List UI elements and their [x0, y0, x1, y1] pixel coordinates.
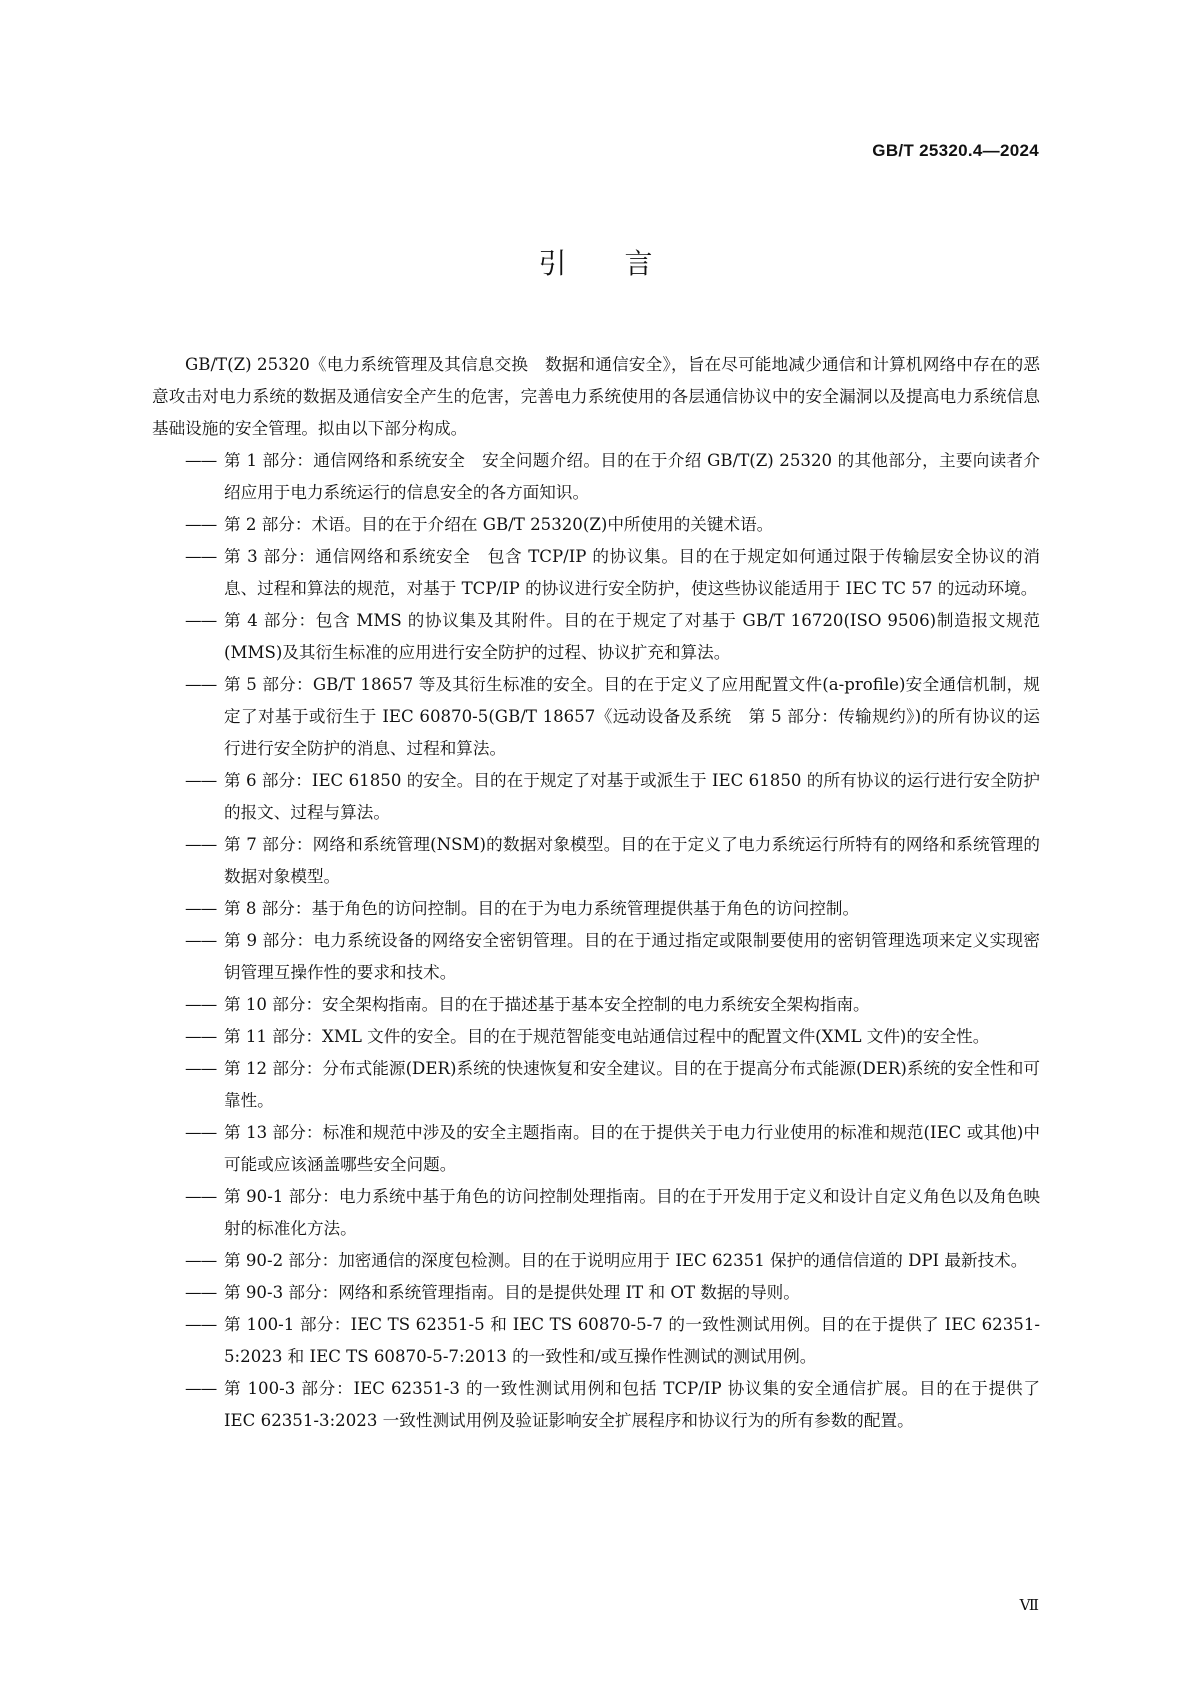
list-item-text: 第 2 部分：术语。目的在于介绍在 GB/T 25320(Z)中所使用的关键术语。	[224, 515, 774, 534]
document-body	[152, 349, 1040, 1437]
list-item	[152, 1181, 1040, 1245]
list-item	[152, 1117, 1040, 1181]
dash-marker: ——	[185, 1251, 217, 1270]
page-title: 引言	[538, 247, 711, 280]
list-item	[152, 509, 1040, 541]
list-item-text: 第 4 部分：包含 MMS 的协议集及其附件。目的在于规定了对基于 GB/T 16720(ISO 9506)制造报文规范(MMS)及其衍生标准的应用进行安全防护的过程、协议扩充和算法。	[224, 611, 1040, 662]
list-item-text: 第 5 部分：GB/T 18657 等及其衍生标准的安全。目的在于定义了应用配置文件(a-profile)安全通信机制，规定了对基于或衍生于 IEC 60870-5(GB/T 18657《远动设备及系统 第 5 部分：传输规约》)的所有协议的运行进行安全防护的消息、过程和算法。	[224, 675, 1040, 758]
list-item-text: 第 100-1 部分：IEC TS 62351-5 和 IEC TS 60870-5-7 的一致性测试用例。目的在于提供了 IEC 62351-5:2023 和 IEC TS 60870-5-7:2013 的一致性和/或互操作性测试的测试用例。	[224, 1315, 1040, 1366]
list-item-text: 第 6 部分：IEC 61850 的安全。目的在于规定了对基于或派生于 IEC 61850 的所有协议的运行进行安全防护的报文、过程与算法。	[224, 771, 1040, 822]
list-item	[152, 1021, 1040, 1053]
list-item	[152, 445, 1040, 509]
list-item-text: 第 100-3 部分：IEC 62351-3 的一致性测试用例和包括 TCP/IP 协议集的安全通信扩展。目的在于提供了 IEC 62351-3:2023 一致性测试用例及验证影响安全扩展程序和协议行为的所有参数的配置。	[224, 1379, 1040, 1430]
list-item	[152, 1373, 1040, 1437]
list-item-text: 第 90-2 部分：加密通信的深度包检测。目的在于说明应用于 IEC 62351 保护的通信信道的 DPI 最新技术。	[224, 1251, 1028, 1270]
list-item-text: 第 9 部分：电力系统设备的网络安全密钥管理。目的在于通过指定或限制要使用的密钥管理选项来定义实现密钥管理互操作性的要求和技术。	[224, 931, 1040, 982]
list-item	[152, 605, 1040, 669]
list-item-text: 第 11 部分：XML 文件的安全。目的在于规范智能变电站通信过程中的配置文件(XML 文件)的安全性。	[224, 1027, 990, 1046]
list-item	[152, 989, 1040, 1021]
list-item-text: 第 10 部分：安全架构指南。目的在于描述基于基本安全控制的电力系统安全架构指南。	[224, 995, 870, 1014]
dash-marker: ——	[185, 515, 217, 534]
parts-list	[152, 445, 1040, 1437]
dash-marker: ——	[185, 899, 217, 918]
dash-marker: ——	[185, 451, 217, 470]
list-item	[152, 765, 1040, 829]
dash-marker: ——	[185, 675, 217, 694]
dash-marker: ——	[185, 995, 217, 1014]
list-item	[152, 829, 1040, 893]
list-item	[152, 925, 1040, 989]
standard-code: GB/T 25320.4—2024	[872, 141, 1039, 160]
intro-paragraph: GB/T(Z) 25320《电力系统管理及其信息交换 数据和通信安全》，旨在尽可能地减少通信和计算机网络中存在的恶意攻击对电力系统的数据及通信安全产生的危害，完善电力系统使用的各层通信协议中的安全漏洞以及提高电力系统信息基础设施的安全管理。拟由以下部分构成。	[152, 355, 1040, 438]
dash-marker: ——	[185, 1123, 217, 1142]
dash-marker: ——	[185, 1187, 217, 1206]
list-item	[152, 893, 1040, 925]
list-item-text: 第 1 部分：通信网络和系统安全 安全问题介绍。目的在于介绍 GB/T(Z) 25320 的其他部分，主要向读者介绍应用于电力系统运行的信息安全的各方面知识。	[224, 451, 1040, 502]
dash-marker: ——	[185, 835, 217, 854]
dash-marker: ——	[185, 1059, 217, 1078]
list-item-text: 第 7 部分：网络和系统管理(NSM)的数据对象模型。目的在于定义了电力系统运行所特有的网络和系统管理的数据对象模型。	[224, 835, 1040, 886]
page-number: Ⅶ	[1019, 1596, 1039, 1614]
dash-marker: ——	[185, 1283, 217, 1302]
list-item	[152, 669, 1040, 765]
list-item-text: 第 3 部分：通信网络和系统安全 包含 TCP/IP 的协议集。目的在于规定如何通过限于传输层安全协议的消息、过程和算法的规范，对基于 TCP/IP 的协议进行安全防护，使这些协议能适用于 IEC TC 57 的远动环境。	[224, 547, 1040, 598]
dash-marker: ——	[185, 547, 217, 566]
list-item	[152, 1245, 1040, 1277]
list-item	[152, 1053, 1040, 1117]
dash-marker: ——	[185, 611, 217, 630]
dash-marker: ——	[185, 1315, 217, 1334]
list-item-text: 第 8 部分：基于角色的访问控制。目的在于为电力系统管理提供基于角色的访问控制。	[224, 899, 860, 918]
list-item	[152, 1277, 1040, 1309]
dash-marker: ——	[185, 771, 217, 790]
list-item-text: 第 90-1 部分：电力系统中基于角色的访问控制处理指南。目的在于开发用于定义和设计自定义角色以及角色映射的标准化方法。	[224, 1187, 1040, 1238]
list-item	[152, 541, 1040, 605]
list-item-text: 第 90-3 部分：网络和系统管理指南。目的是提供处理 IT 和 OT 数据的导则。	[224, 1283, 800, 1302]
dash-marker: ——	[185, 1027, 217, 1046]
dash-marker: ——	[185, 931, 217, 950]
list-item-text: 第 13 部分：标准和规范中涉及的安全主题指南。目的在于提供关于电力行业使用的标准和规范(IEC 或其他)中可能或应该涵盖哪些安全问题。	[224, 1123, 1040, 1174]
list-item-text: 第 12 部分：分布式能源(DER)系统的快速恢复和安全建议。目的在于提高分布式能源(DER)系统的安全性和可靠性。	[224, 1059, 1040, 1110]
dash-marker: ——	[185, 1379, 217, 1398]
list-item	[152, 1309, 1040, 1373]
